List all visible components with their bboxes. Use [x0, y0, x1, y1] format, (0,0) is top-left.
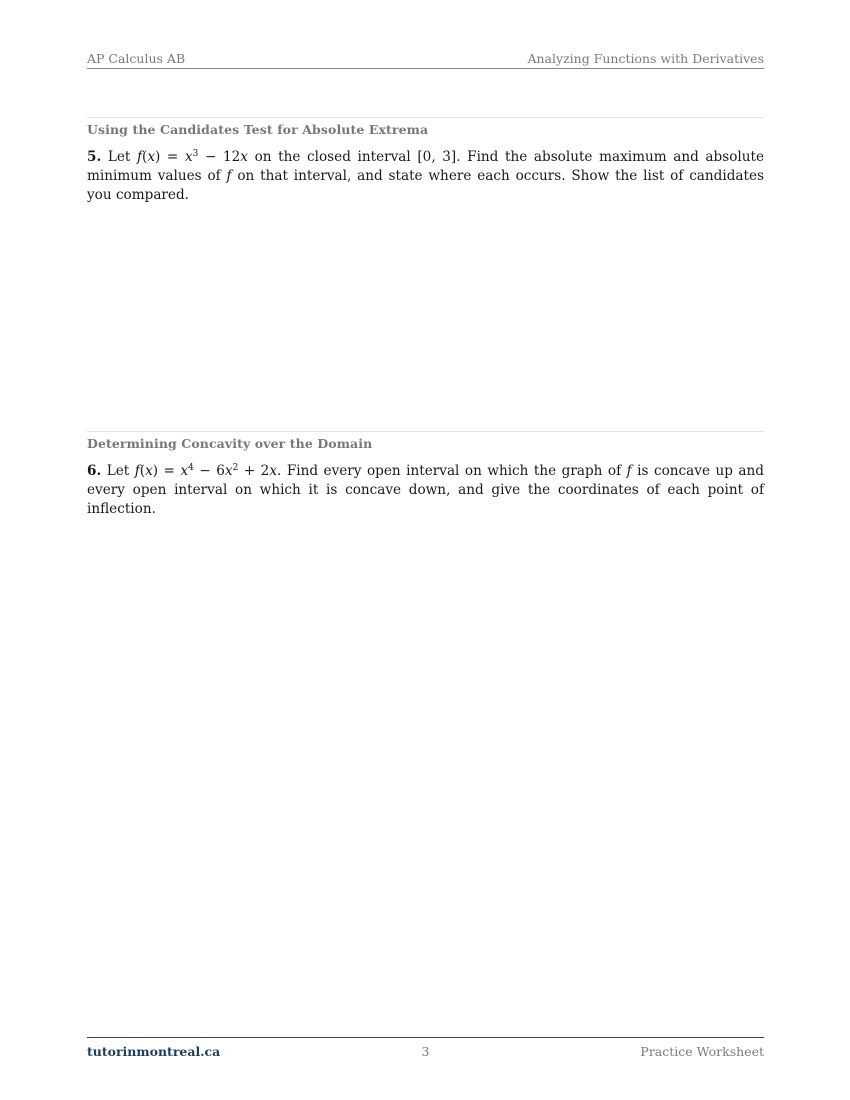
- math-var: x: [184, 149, 193, 165]
- problem-text: is concave up and every open interval on which it is concave down, and give the coordinates of each point of inflection.: [87, 463, 764, 517]
- section-title: Using the Candidates Test for Absolute Extrema: [87, 122, 429, 137]
- math-var: f: [626, 463, 632, 479]
- exponent: 3: [192, 149, 199, 159]
- document-type: Practice Worksheet: [640, 1044, 764, 1059]
- exponent: 2: [232, 463, 239, 473]
- section-candidates-test: [87, 117, 764, 205]
- problem-text: ) =: [155, 149, 185, 165]
- course-title: AP Calculus AB: [87, 51, 186, 66]
- page-number: 3: [421, 1044, 430, 1059]
- problem-number: 6.: [87, 463, 102, 479]
- math-var: x: [147, 149, 156, 165]
- problem-number: 5.: [87, 149, 102, 165]
- problem-text: Let: [106, 463, 135, 479]
- math-var: f: [134, 463, 140, 479]
- page-header: [87, 50, 764, 69]
- math-var: x: [180, 463, 189, 479]
- problem-text: on that interval, and state where each occurs. Show the list of candidates you compared.: [87, 168, 764, 203]
- problem-text: ) =: [152, 463, 181, 479]
- site-name: tutorinmontreal.ca: [87, 1044, 221, 1059]
- section-title: Determining Concavity over the Domain: [87, 436, 373, 451]
- problem-text: + 2: [238, 463, 270, 479]
- problem-text: Let: [107, 149, 137, 165]
- problem-text: (: [139, 463, 146, 479]
- math-var: x: [224, 463, 233, 479]
- page-footer: [87, 1037, 764, 1062]
- math-var: x: [269, 463, 277, 479]
- problem-text: − 12: [198, 149, 241, 165]
- problem-text: (: [142, 149, 148, 165]
- section-concavity: [87, 431, 764, 519]
- problem-text: on the closed interval [0, 3]. Find the absolute maximum and absolute minimum values of: [87, 149, 764, 184]
- math-var: f: [226, 168, 232, 184]
- problem-text: − 6: [193, 463, 225, 479]
- exponent: 4: [188, 463, 194, 473]
- problem-6: [87, 462, 764, 519]
- math-var: x: [240, 149, 248, 165]
- problem-5: [87, 148, 764, 205]
- problem-text: . Find every open interval on which the graph of: [277, 463, 627, 479]
- math-var: f: [136, 149, 143, 165]
- unit-title: Analyzing Functions with Derivatives: [527, 51, 764, 66]
- math-var: x: [145, 463, 153, 479]
